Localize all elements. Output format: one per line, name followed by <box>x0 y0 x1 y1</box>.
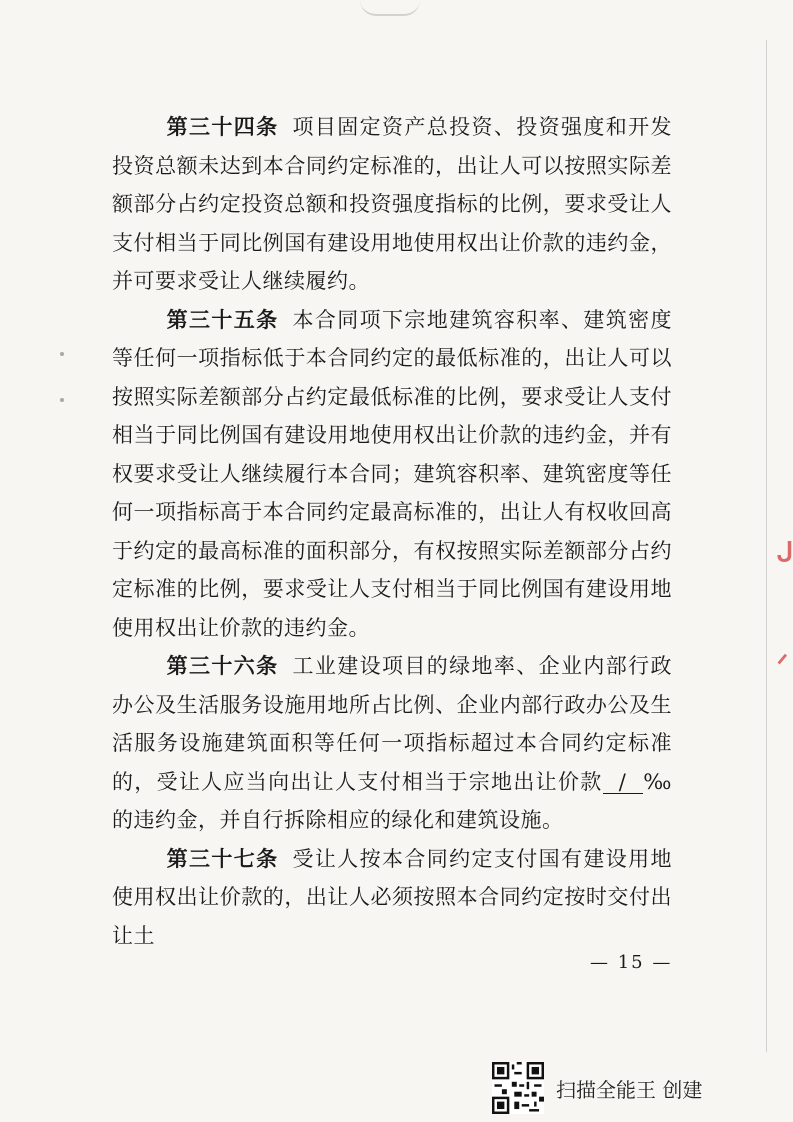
red-seal-fragment: ᒍ <box>777 538 793 568</box>
document-body <box>112 108 672 955</box>
article-34 <box>112 108 672 301</box>
article-35 <box>112 301 672 648</box>
article-36 <box>112 647 672 840</box>
red-seal-fragment: ᐟ <box>777 650 789 680</box>
article-heading: 第三十四条 <box>166 115 279 139</box>
scanner-label: 扫描全能王 创建 <box>556 1077 703 1102</box>
page-number: — 15 — <box>590 952 673 973</box>
scan-speck <box>60 352 64 356</box>
scan-speck <box>60 398 64 402</box>
article-heading: 第三十六条 <box>166 654 279 678</box>
qr-code-icon <box>492 1062 544 1114</box>
article-heading: 第三十七条 <box>166 846 279 871</box>
article-text: ‰的违约金，并自行拆除相应的绿化和建筑设施。 <box>112 769 672 832</box>
article-text: 项目固定资产总投资、投资强度和开发投资总额未达到本合同约定标准的，出让人可以按照实际差额部分占约定投资总额和投资强度指标的比例，要求受让人支付相当于同比例国有建设用地使用权出让价款的违约金，并可要求受让人继续履约。 <box>112 115 673 293</box>
article-37 <box>112 840 672 956</box>
article-text: 工业建设项目的绿地率、企业内部行政办公及生活服务设施用地所占比例、企业内部行政办公及生活服务设施建筑面积等任何一项指标超过本合同约定标准的，受让人应当向出让人支付相当于宗地出让价款 <box>112 654 673 794</box>
scanner-watermark <box>492 1058 702 1118</box>
page-edge-line <box>766 40 767 1052</box>
article-text: 本合同项下宗地建筑容积率、建筑密度等任何一项指标低于本合同约定的最低标准的，出让人可以按照实际差额部分占约定最低标准的比例，要求受让人支付相当于同比例国有建设用地使用权出让价款的违约金，并有权要求受让人继续履行本合同；建筑容积率、建筑密度等任何一项指标高于本合同约定最高标准的，出让人有权收回高于约定的最高标准的面积部分，有权按照实际差额部分占约定标准的比例，要求受让人支付相当于同比例国有建设用地使用权出让价款的违约金。 <box>112 307 673 640</box>
article-heading: 第三十五条 <box>166 307 279 332</box>
fill-in-blank: / <box>603 771 643 794</box>
article-text: 受让人按本合同约定支付国有建设用地使用权出让价款的，出让人必须按照本合同约定按时交付出让土 <box>112 846 673 948</box>
binding-mark <box>360 0 420 16</box>
